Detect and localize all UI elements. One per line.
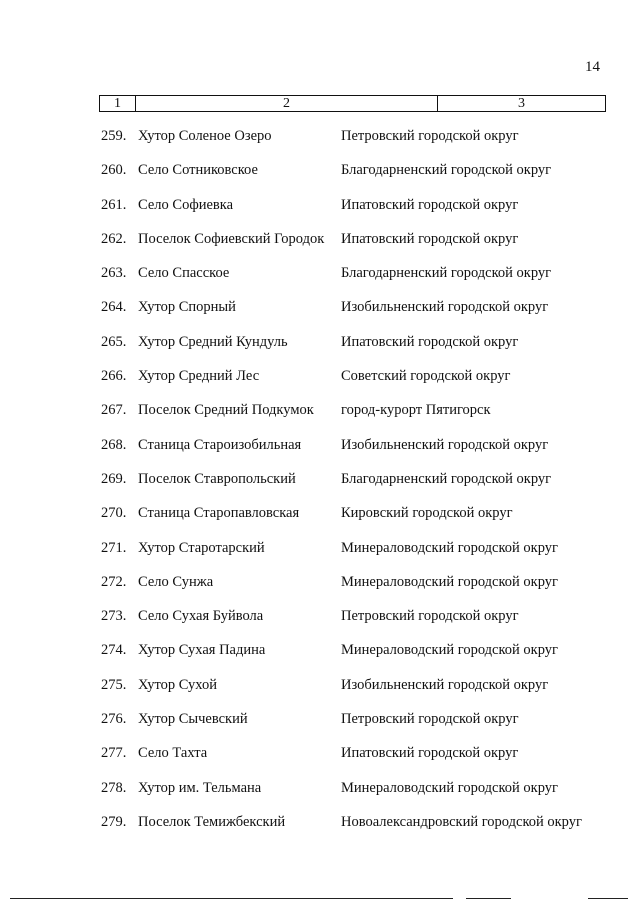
table-row	[0, 299, 634, 333]
table-row	[0, 608, 634, 642]
settlement-name: Село Тахта	[138, 745, 208, 762]
settlement-name: Поселок Средний Подкумок	[138, 402, 314, 419]
district-name: Советский городской округ	[341, 368, 511, 385]
row-number: 273.	[101, 608, 127, 625]
district-name: Ипатовский городской округ	[341, 333, 519, 350]
row-number: 276.	[101, 711, 127, 728]
district-name: Минераловодский городской округ	[341, 539, 558, 556]
row-number: 259.	[101, 128, 127, 144]
district-name: Изобильненский городской округ	[341, 436, 549, 453]
district-name: Ипатовский городской округ	[341, 196, 519, 213]
row-number: 277.	[101, 745, 127, 762]
row-number: 263.	[101, 265, 127, 282]
table-row	[0, 368, 634, 402]
row-number: 269.	[101, 470, 127, 487]
row-number: 278.	[101, 779, 127, 796]
row-number: 265.	[101, 333, 127, 350]
district-name: Ипатовский городской округ	[341, 745, 519, 762]
table-row	[0, 677, 634, 711]
district-name: город-курорт Пятигорск	[341, 402, 491, 419]
settlement-name: Село Сотниковское	[138, 162, 258, 179]
district-name: Изобильненский городской округ	[341, 676, 549, 693]
row-number: 262.	[101, 230, 127, 247]
district-name: Ипатовский городской округ	[341, 230, 519, 247]
table-row	[0, 505, 634, 539]
settlement-name: Хутор Сухой	[138, 676, 217, 693]
row-number: 260.	[101, 162, 127, 179]
table-row	[0, 197, 634, 231]
settlement-name: Хутор Средний Кундуль	[138, 333, 288, 350]
district-name: Изобильненский городской округ	[341, 299, 549, 316]
table-row	[0, 540, 634, 574]
row-number: 279.	[101, 813, 127, 830]
settlement-name: Поселок Ставропольский	[138, 470, 296, 487]
settlement-name: Хутор Сухая Падина	[138, 642, 266, 659]
footer-rule	[10, 898, 453, 899]
header-col-1: 1	[100, 96, 136, 111]
district-name: Кировский городской округ	[341, 505, 513, 522]
settlement-name: Поселок Темижбекский	[138, 813, 286, 830]
page-number: 14	[585, 59, 600, 75]
district-name: Петровский городской округ	[341, 128, 519, 144]
settlement-name: Хутор Старотарский	[138, 539, 265, 556]
settlement-name: Хутор Спорный	[138, 299, 236, 316]
table-row	[0, 231, 634, 265]
header-col-2: 2	[136, 96, 438, 111]
settlement-name: Село Спасское	[138, 265, 230, 282]
row-number: 275.	[101, 676, 127, 693]
district-name: Минераловодский городской округ	[341, 573, 558, 590]
table-row	[0, 334, 634, 368]
table-row	[0, 437, 634, 471]
district-name: Петровский городской округ	[341, 608, 519, 625]
row-number: 266.	[101, 368, 127, 385]
settlement-name: Станица Староизобильная	[138, 436, 302, 453]
table-row	[0, 814, 634, 848]
district-name: Минераловодский городской округ	[341, 779, 558, 796]
row-number: 274.	[101, 642, 127, 659]
settlement-name: Село Сухая Буйвола	[138, 608, 264, 625]
district-name: Новоалександровский городской округ	[341, 813, 582, 830]
table-row	[0, 711, 634, 745]
settlement-name: Хутор Соленое Озеро	[138, 128, 272, 144]
table-row	[0, 780, 634, 814]
district-name: Благодарненский городской округ	[341, 162, 552, 179]
table-row	[0, 471, 634, 505]
footer-rule	[466, 898, 511, 899]
row-number: 264.	[101, 299, 127, 316]
table-row	[0, 265, 634, 299]
table-row	[0, 162, 634, 196]
row-number: 268.	[101, 436, 127, 453]
table-row	[0, 745, 634, 779]
district-name: Минераловодский городской округ	[341, 642, 558, 659]
settlement-name: Станица Старопавловская	[138, 505, 300, 522]
district-name: Благодарненский городской округ	[341, 470, 552, 487]
table-row	[0, 128, 634, 162]
table-body	[0, 128, 634, 848]
table-row	[0, 642, 634, 676]
settlement-name: Село Сунжа	[138, 573, 214, 590]
settlement-name: Поселок Софиевский Городок	[138, 230, 325, 247]
settlement-name: Село Софиевка	[138, 196, 234, 213]
district-name: Благодарненский городской округ	[341, 265, 552, 282]
row-number: 271.	[101, 539, 127, 556]
row-number: 270.	[101, 505, 127, 522]
table-header	[99, 95, 606, 112]
district-name: Петровский городской округ	[341, 711, 519, 728]
settlement-name: Хутор им. Тельмана	[138, 779, 262, 796]
row-number: 272.	[101, 573, 127, 590]
header-col-3: 3	[518, 96, 525, 111]
table-row	[0, 402, 634, 436]
table-row	[0, 574, 634, 608]
settlement-name: Хутор Сычевский	[138, 711, 248, 728]
row-number: 267.	[101, 402, 127, 419]
row-number: 261.	[101, 196, 127, 213]
footer-rule	[588, 898, 628, 899]
settlement-name: Хутор Средний Лес	[138, 368, 260, 385]
